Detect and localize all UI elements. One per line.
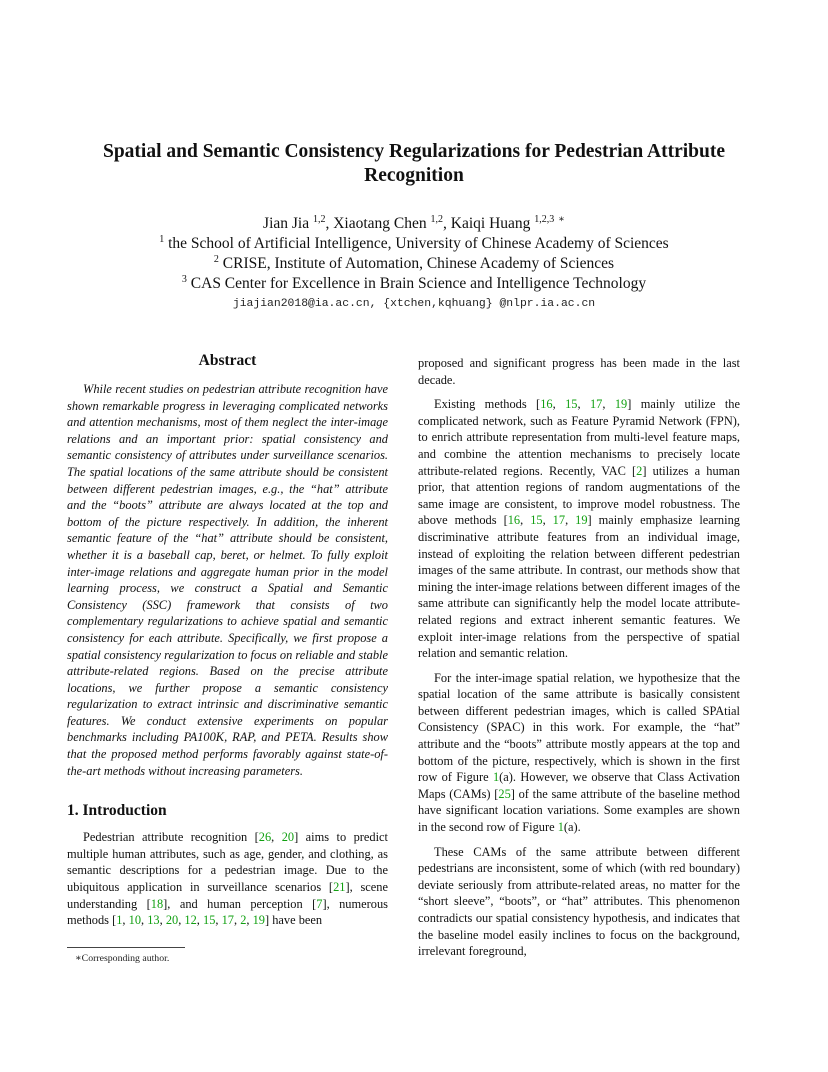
- citation-link[interactable]: 15: [530, 513, 543, 528]
- citation-link[interactable]: 19: [252, 913, 265, 928]
- text-run: ] of the same attribute of the baseline method have significant location variations. Some examples are shown in the second row of Figure: [418, 786, 740, 835]
- text-run: ] mainly emphasize learning discriminative attribute features from an individual image, instead of exploiting the relation between different pedestrian images of the same attribute. In contrast, our methods show that mining the inter-image relations between different images of the same attribute can significantly help the model locate attribute-related regions and extract inherent semantic features. We exploit inter-image relations from the perspective of spatial relation and semantic relation.: [418, 513, 740, 661]
- author-affil-mark: 1,2: [312, 213, 326, 225]
- text-run: ], numerous methods [: [67, 896, 388, 928]
- citation-link[interactable]: 20: [165, 913, 179, 928]
- affil-text: CAS Center for Excellence in Brain Science and Intelligence Technology: [190, 275, 647, 292]
- author-name: Jian Jia: [263, 215, 310, 232]
- right-column: [418, 355, 740, 968]
- citation-link[interactable]: 1: [116, 913, 123, 928]
- citation-link[interactable]: 10: [128, 913, 142, 928]
- citation-link[interactable]: 2: [240, 913, 247, 928]
- citation-link[interactable]: 17: [221, 913, 234, 928]
- citation-link[interactable]: 17: [589, 397, 603, 412]
- right-paragraph-3: These CAMs of the same attribute between different pedestrians are inconsistent, some of which (with red boundary) deviate seriously from attribute-related areas, no matter for the “short sleeve”, “boots”, or “hat” attributes. This phenomenon contradicts our spatial consistency hypothesis, and indicates that the baseline model easily inclines to focus on the background, irrelevant foreground,: [418, 844, 740, 959]
- right-paragraph-2: [418, 670, 740, 836]
- citation-link[interactable]: 21: [333, 880, 346, 895]
- citation-link[interactable]: 16: [540, 397, 553, 412]
- figure-link[interactable]: 1: [557, 820, 564, 835]
- citation-link[interactable]: 20: [281, 830, 295, 845]
- affil-mark: 2: [213, 253, 219, 265]
- author-affil-mark: 1,2,3: [534, 213, 555, 225]
- affiliation-1: [80, 234, 748, 254]
- affil-text: the School of Artificial Intelligence, University of Chinese Academy of Sciences: [168, 235, 669, 252]
- figure-link[interactable]: 1: [492, 770, 500, 785]
- right-paragraph-0: proposed and significant progress has been made in the last decade.: [418, 356, 740, 387]
- footnote-rule: [67, 947, 185, 948]
- paper-title: [80, 140, 748, 188]
- section-heading-introduction: 1. Introduction: [67, 802, 167, 820]
- text-run: ] mainly utilize the complicated network, such as Feature Pyramid Network (FPN), to enrich attribute representation from multi-level feature maps, and combine the attention mechanisms to precisely locate attribute-related regions. Recently, VAC [: [418, 397, 740, 478]
- footnote-corresponding-author: ∗Corresponding author.: [75, 953, 170, 964]
- abstract-heading: Abstract: [198, 352, 257, 369]
- citation-link[interactable]: 17: [552, 513, 566, 528]
- text-run: ], scene understanding [: [67, 880, 388, 911]
- text-run: Pedestrian attribute recognition [: [83, 830, 259, 845]
- citation-link[interactable]: 16: [507, 513, 521, 528]
- intro-paragraph-1: [67, 829, 388, 929]
- author-name: Xiaotang Chen: [333, 215, 427, 232]
- citation-link[interactable]: 19: [614, 397, 628, 412]
- citation-list: 16, 15, 17, 19: [540, 397, 628, 412]
- citation-link[interactable]: 18: [150, 896, 164, 911]
- abstract-text: While recent studies on pedestrian attribute recognition have shown remarkable progress in leveraging complicated networks and attention mechanisms, most of them neglect the inter-image relations and an important prior: spatial consistency and semantic consistency of attributes under surveillance scenarios. The spatial locations of the same attribute should be consistent between different pedestrian images, e.g., the “hat” attribute and the “boots” attribute are always located at the top and bottom of the picture respectively. In addition, the inherent semantic feature of the “hat” attribute should be consistent, whether it is a baseball cap, beret, or helmet. To fully exploit inter-image relations and aggregate human prior in the model learning process, we construct a Spatial and Semantic Consistency (SSC) framework that consists of two complementary regularizations to achieve spatial and semantic consistency for each attribute. Specifically, we first propose a spatial consistency regularization to focus on reliable and stable attribute-related regions. Based on the precise attribute locations, we further propose a semantic consistency regularization to extract intrinsic and discriminative semantic features. We conduct extensive experiments on popular benchmarks including PA100K, RAP, and PETA. Results show that the proposed method performs favorably against state-of-the-art methods without increasing parameters.: [67, 382, 388, 778]
- right-paragraph-1: [418, 396, 740, 662]
- text-run: (a).: [563, 820, 581, 835]
- citation-link[interactable]: 7: [316, 896, 323, 911]
- citation-link[interactable]: 25: [498, 786, 511, 801]
- text-run: ] aims to predict multiple human attributes, such as age, gender, and clothing, as semantic descriptions for a pedestrian image. Due to the ubiquitous application in surveillance scenarios [: [67, 830, 388, 895]
- author-name: Kaiqi Huang: [450, 215, 531, 232]
- affiliation-2: [80, 254, 748, 274]
- corresponding-star: ∗: [558, 213, 565, 225]
- text-run: ], and human perception [: [163, 896, 317, 911]
- affil-mark: 3: [181, 273, 187, 285]
- citation-link[interactable]: 13: [147, 913, 160, 928]
- citation-link[interactable]: 2: [636, 463, 643, 478]
- citation-list: 16, 15, 17, 19: [507, 513, 588, 528]
- citation-link[interactable]: 15: [203, 913, 216, 928]
- left-column: [67, 352, 388, 937]
- author-block: [80, 214, 748, 314]
- citation-link[interactable]: 12: [184, 913, 197, 928]
- text-run: ,: [271, 830, 282, 845]
- title-line-1: Spatial and Semantic Consistency Regularizations for Pedestrian Attribute: [102, 141, 725, 162]
- author-affil-mark: 1,2: [430, 213, 444, 225]
- affil-text: CRISE, Institute of Automation, Chinese Academy of Sciences: [222, 255, 615, 272]
- text-run: (a). However, we observe that Class Activation Maps (CAMs) [: [418, 770, 741, 801]
- citation-link[interactable]: 15: [565, 397, 578, 412]
- text-run: Existing methods [: [434, 397, 541, 412]
- text-run: ] utilizes a human prior, that attention regions of random augmentations of the same image are consistent, to improve model robustness. The above methods [: [418, 463, 740, 528]
- citation-link[interactable]: 19: [575, 513, 588, 528]
- text-run: ] have been: [264, 913, 323, 928]
- affiliation-3: [80, 274, 748, 294]
- author-names: Jian Jia $^{1,2}$, Xiaotang Chen $^{1,2}$, Kaiqi Huang $^{1,2,3}$ ∗: [263, 213, 565, 232]
- title-line-2: Recognition: [364, 165, 464, 186]
- author-emails: jiajian2018@ia.ac.cn, {xtchen,kqhuang} @nlpr.ia.ac.cn: [232, 298, 596, 310]
- affil-mark: 1: [159, 233, 165, 245]
- text-run: For the inter-image spatial relation, we hypothesize that the spatial location of the same attribute is basically consistent between different pedestrian images, which is called SPAtial Consistency (SPAC) in this work. For example, the “hat” attribute and the “boots” attribute mostly appears at the top and bottom of the picture, respectively, which is shown in the first row of Figure: [418, 670, 740, 785]
- citation-link[interactable]: 26: [258, 830, 272, 845]
- citation-list: 1, 10, 13, 20, 12, 15, 17, 2, 19: [116, 913, 265, 928]
